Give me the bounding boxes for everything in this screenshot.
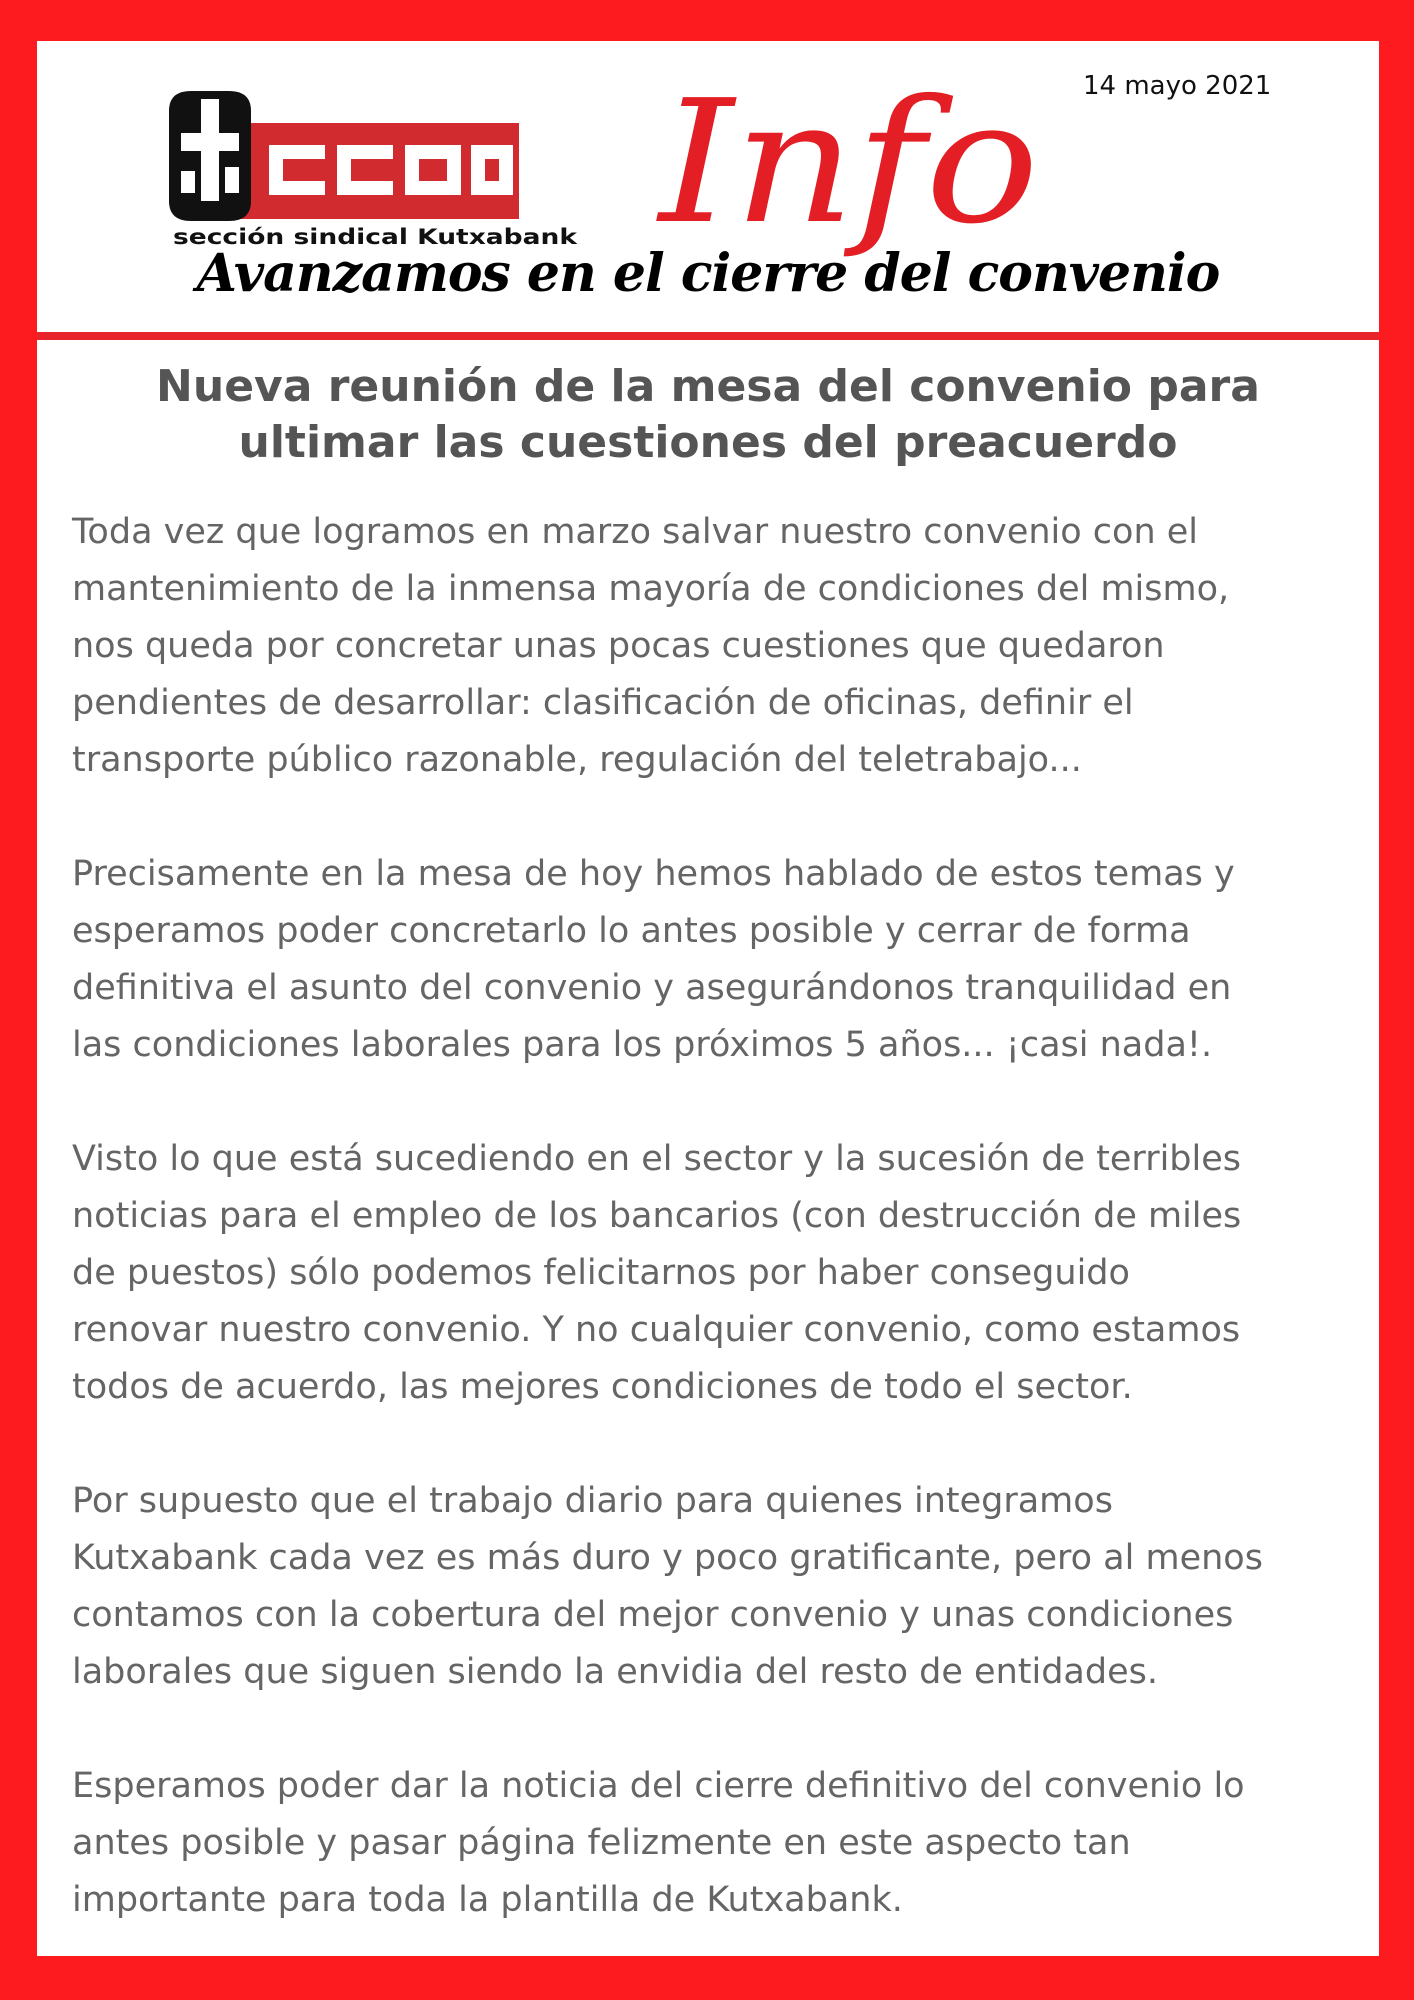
logo-emblem-icon [169, 91, 251, 221]
page-headline: Avanzamos en el cierre del convenio [196, 243, 1220, 304]
header-divider [37, 332, 1379, 340]
paragraph-4 [72, 1473, 1362, 1701]
info-title [649, 61, 1089, 261]
text-line: Por supuesto que el trabajo diario para quienes integramos [72, 1481, 1113, 1521]
text-line: Toda vez que logramos en marzo salvar nuestro convenio con el [72, 512, 1199, 552]
text-line: definitiva el asunto del convenio y asegurándonos tranquilidad en [72, 968, 1232, 1008]
text-line: Kutxabank cada vez es más duro y poco gratificante, pero al menos [72, 1538, 1263, 1578]
paragraph-5 [72, 1758, 1362, 1929]
issue-date: 14 mayo 2021 [1083, 71, 1272, 101]
content-panel [37, 41, 1379, 1956]
text-line: Visto lo que está sucediendo en el sector y la sucesión de terribles [72, 1139, 1242, 1179]
text-line: renovar nuestro convenio. Y no cualquier convenio, como estamos [72, 1310, 1241, 1350]
text-line: mantenimiento de la inmensa mayoría de condiciones del mismo, [72, 569, 1230, 609]
ccoo-logo [141, 71, 591, 251]
logo-caption: sección sindical Kutxabank [173, 225, 579, 249]
subtitle-line: Nueva reunión de la mesa del convenio para [156, 361, 1260, 412]
text-line: Precisamente en la mesa de hoy hemos hablado de estos temas y [72, 854, 1235, 894]
text-line: pendientes de desarrollar: clasificación de oficinas, definir el [72, 683, 1134, 723]
text-line: esperamos poder concretarlo lo antes posible y cerrar de forma [72, 911, 1191, 951]
text-line: las condiciones laborales para los próximos 5 años... ¡casi nada!. [72, 1025, 1213, 1065]
text-line: Esperamos poder dar la noticia del cierre definitivo del convenio lo [72, 1766, 1245, 1806]
text-line: nos queda por concretar unas pocas cuestiones que quedaron [72, 626, 1165, 666]
text-line: antes posible y pasar página felizmente en este aspecto tan [72, 1823, 1131, 1863]
subtitle-line: ultimar las cuestiones del preacuerdo [238, 417, 1178, 468]
info-word-text: Info [655, 64, 1039, 261]
article-subtitle [77, 359, 1339, 471]
paragraph-3 [72, 1131, 1362, 1416]
text-line: laborales que siguen siendo la envidia del resto de entidades. [72, 1652, 1158, 1692]
article-body [72, 504, 1362, 1929]
text-line: contamos con la cobertura del mejor convenio y unas condiciones [72, 1595, 1234, 1635]
paragraph-1 [72, 504, 1362, 789]
text-line: de puestos) sólo podemos felicitarnos por haber conseguido [72, 1253, 1130, 1293]
text-line: noticias para el empleo de los bancarios (con destrucción de miles [72, 1196, 1242, 1236]
text-line: importante para toda la plantilla de Kutxabank. [72, 1880, 903, 1920]
text-line: transporte público razonable, regulación del teletrabajo... [72, 740, 1082, 780]
text-line: todos de acuerdo, las mejores condiciones de todo el sector. [72, 1367, 1133, 1407]
paragraph-2 [72, 846, 1362, 1074]
